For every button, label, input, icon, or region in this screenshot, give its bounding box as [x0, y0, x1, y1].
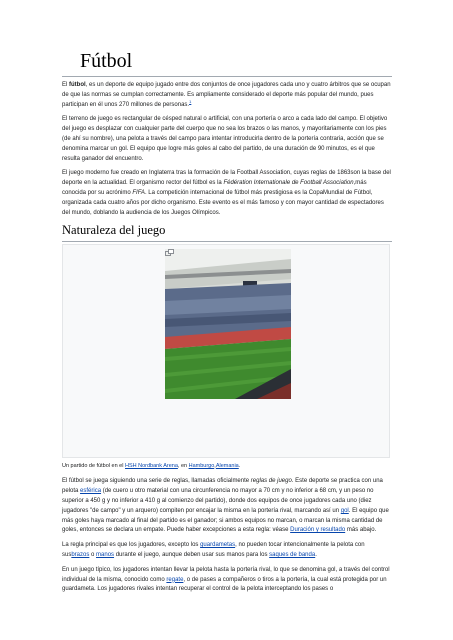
link-manos[interactable]: manos [96, 551, 115, 558]
text: En un juego típico, los jugadores intentan llevar la pelota hasta la portería rival, lo que se denomina gol, a través del control individual de la misma, conocido como [62, 566, 390, 583]
text: durante el juego, aunque deben usar sus manos para los [114, 551, 270, 558]
link-brazos[interactable]: brazos [71, 551, 90, 558]
text: más abajo. [345, 527, 377, 534]
text: El juego moderno fue creado en Inglaterra tras la formación de la Football Association, cuyas reglas de 1863son la base del deporte en la actualidad. El organismo rector del fútbol es la [62, 170, 391, 187]
italic-term: Fédération Internationale de Football Association [223, 180, 354, 187]
text: . [238, 463, 241, 470]
text: . La competición internacional de fútbol más prestigiosa es la CopaMundial de Fútbol, organizada cada cuatro años por dicho organismo. Este evento es el más famoso y con mayor cantidad de espectadores del mundo, doblando la audiencia de los Juegos Olímpicos. [62, 189, 384, 216]
text: . [315, 551, 317, 558]
text: o [89, 551, 97, 558]
title-rule [62, 76, 392, 77]
link-esferica[interactable]: esférica [80, 488, 102, 495]
intro-paragraph-1 [62, 81, 392, 110]
text: , [214, 463, 216, 470]
article [62, 50, 392, 600]
link-saques-de-banda[interactable]: saques de banda [269, 551, 316, 558]
intro-paragraph-2: El terreno de juego es rectangular de césped natural o artificial, con una portería o arco a cada lado del campo. El objetivo del juego es desplazar con cualquier parte del cuerpo que no sea los brazos o las manos, y mayoritariamente con los pies (de ahí su nombre), una pelota a través del campo para intentar introducirla dentro de la portería contraria, acción que se denomina marcar un gol. El equipo que logre más goles al cabo del partido, de una duración de 90 minutos, es el que resulta ganador del encuentro. [62, 116, 388, 162]
page-title: Fútbol [80, 50, 133, 72]
text: ,más conocida por su acrónimo [62, 180, 367, 196]
bold-term: fútbol [69, 82, 86, 88]
link-guardametas[interactable]: guardametas [200, 542, 236, 549]
section-paragraph-3 [62, 566, 392, 595]
text: . Este deporte se practica con una pelota [62, 478, 383, 495]
text: (de cuero u otro material con una circunferencia no mayor a 70 cm y no inferior a 68 cm, y un peso no superior a 450 g y no inferior a 410 g al comienzo del partido), donde dos equipos de once jugadores cada uno (diez jugadores "de campo" y un arquero) compiten por encajar la misma en la portería rival, marcando así un [62, 488, 374, 514]
stadium-photo[interactable] [165, 249, 291, 399]
text: . El equipo que más goles haya marcado al final del partido es el ganador; si ambos equipos no marcan, o marcan la misma cantidad de goles, entonces se declara un empate. Puede haber excepciones a esta regla: véase [62, 507, 389, 534]
text: La regla principal es que los jugadores, excepto los [62, 542, 201, 549]
text: , es un deporte de equipo jugado entre dos conjuntos de once jugadores cada uno y cuatro árbitros que se ocupan de que las normas se cumplan correctamente. Es ampliamente considerado el deporte más popular del mundo, pues participan en él unos 270 millones de personas. [62, 82, 391, 108]
link-hsh-nordbank-arena[interactable]: HSH Nordbank Arena [125, 463, 178, 470]
section-heading: Naturaleza del juego [62, 223, 392, 242]
text: , o de pases a compañeros o tiros a la portería, la cual está protegida por un guardameta. Los jugadores rivales intentan recuperar el control de la pelota interceptando los pases o [62, 576, 387, 593]
text: El [62, 82, 70, 88]
italic-term: reglas de juego [250, 478, 292, 485]
link-duracion-resultado[interactable]: Duración y resultado [290, 527, 346, 534]
link-hamburgo[interactable]: Hamburgo [188, 463, 215, 470]
section-paragraph-2 [62, 541, 392, 561]
text: , en [177, 463, 189, 470]
text: Un partido de fútbol en el [62, 463, 125, 470]
image-thumbnail[interactable] [62, 244, 390, 458]
italic-term: FIFA [132, 189, 145, 196]
link-gol[interactable]: gol [340, 507, 349, 514]
enlarge-icon[interactable] [165, 249, 174, 256]
link-regate[interactable]: regate [166, 576, 184, 583]
image-caption [62, 462, 392, 470]
text: , no pueden tocar intencionalmente la pelota con sus [62, 542, 365, 558]
text: El fútbol se juega siguiendo una serie de reglas, llamadas oficialmente [62, 478, 251, 485]
reference-link[interactable]: 1 [189, 98, 192, 104]
link-alemania[interactable]: Alemania [215, 463, 239, 470]
section-paragraph-1 [62, 477, 392, 536]
intro-paragraph-3 [62, 169, 392, 218]
